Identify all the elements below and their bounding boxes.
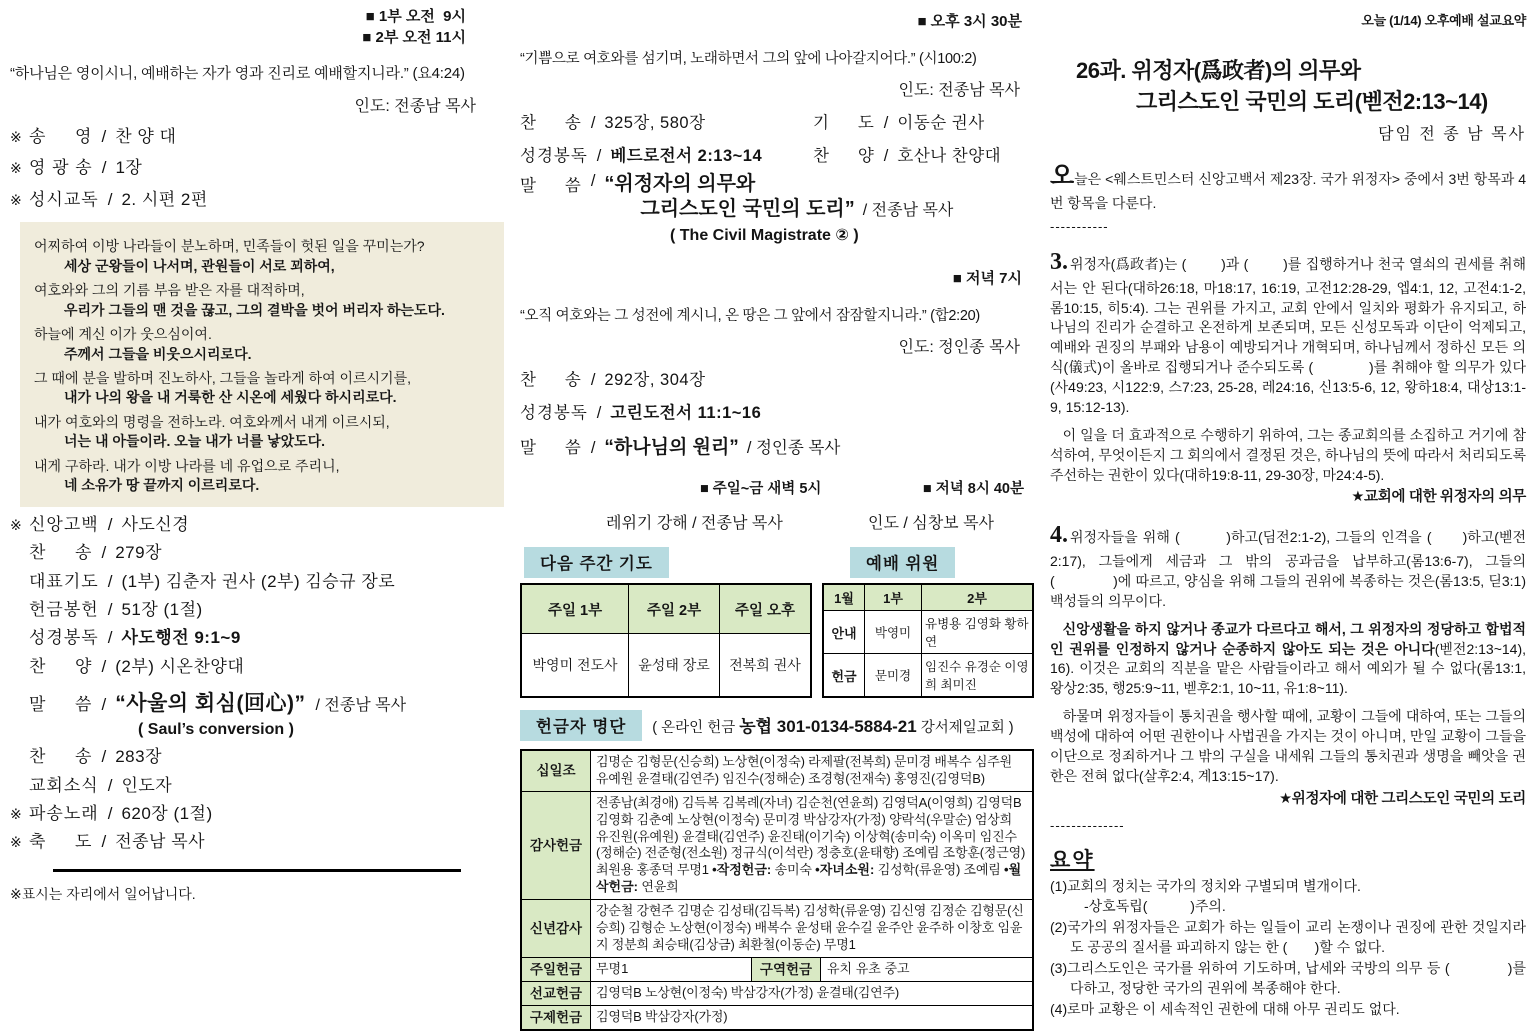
online-giving-prefix: ( 온라인 헌금 bbox=[652, 720, 740, 736]
order-value: 279장 bbox=[115, 543, 162, 563]
order-label: 찬 양 bbox=[29, 656, 93, 676]
order-row bbox=[10, 804, 504, 824]
offering-row-label: 신년감사 bbox=[522, 900, 591, 957]
separator: / bbox=[107, 775, 113, 795]
row-label: 안내 bbox=[823, 611, 865, 654]
order-row bbox=[520, 399, 1034, 423]
night-service-leader: 인도 / 심창보 목사 bbox=[868, 515, 994, 532]
section-4b-bold-text: 신앙생활을 하지 않거나 종교가 다르다고 해서, 그 위정자의 정당하고 합법적인 권위를 인정하지 않거나 순종하지 않아도 되는 것은 아니다 bbox=[1050, 620, 1526, 657]
stand-mark: ※ bbox=[10, 160, 22, 177]
dawn-service-time: ■ 주일~금 새벽 5시 bbox=[700, 481, 822, 497]
section-4b-paragraph bbox=[1050, 620, 1526, 700]
sermon-row bbox=[520, 172, 1034, 222]
order-row bbox=[10, 158, 504, 178]
separator: / bbox=[590, 114, 596, 132]
evening-service-time: ■ 저녁 7시 bbox=[952, 270, 1022, 287]
order-value: 325장, 580장 bbox=[604, 114, 706, 132]
psalm-response: 우리가 그들의 맨 것을 끊고, 그의 결박을 벗어 버리자 하는도다. bbox=[64, 301, 445, 318]
afternoon-leader: 인도: 전종남 목사 bbox=[898, 82, 1020, 99]
offering-names bbox=[591, 792, 1032, 899]
scripture-reading-reference: 베드로전서 2:13~14 bbox=[610, 147, 763, 165]
order-label: 성경봉독 bbox=[520, 147, 588, 165]
offering-row-label: 주일헌금 bbox=[522, 958, 591, 982]
monthly-offering-names: 연윤희 bbox=[638, 879, 679, 895]
summary-item: (4)로마 교황은 이 세속적인 권한에 대해 아무 권리도 없다. bbox=[1050, 1000, 1400, 1017]
section-4b-rest-text: (벧전2:13~14), 16). 이것은 교회의 직분을 맡은 사람들이라고 해서 예외가 될 수 없다(롬13:1, 왕상2:35, 행25:9~11, 벧후2:1, 10~11, 유1:8~11). bbox=[1050, 640, 1526, 697]
separator: / bbox=[107, 514, 113, 534]
psalm-response: 세상 군왕들이 나서며, 관원들이 서로 꾀하여, bbox=[64, 257, 335, 274]
separator: / bbox=[590, 172, 596, 190]
sermon-title-english: ( Saul’s conversion ) bbox=[138, 721, 294, 739]
order-row bbox=[10, 747, 504, 767]
table-row bbox=[522, 1005, 1032, 1029]
offering-row-label: 구제헌금 bbox=[522, 1006, 591, 1029]
opening-verse: “하나님은 영이시니, 예배하는 자가 영과 진리로 예배할지니라.” (요4:24) bbox=[10, 65, 465, 82]
order-label: 찬 송 bbox=[29, 747, 93, 767]
table-cell: 윤성태 장로 bbox=[629, 634, 720, 697]
online-giving-account bbox=[652, 712, 1013, 737]
separator: / bbox=[590, 439, 596, 457]
order-row bbox=[10, 600, 504, 620]
children-wish-offering-label: •자녀소원: bbox=[815, 862, 875, 878]
order-row bbox=[10, 543, 504, 563]
offering-table bbox=[520, 749, 1034, 1031]
bank-account-number: 농협 301-0134-5884-21 bbox=[739, 717, 917, 736]
psalm-response: 너는 내 아들이라. 오늘 내가 너를 낳았도다. bbox=[64, 433, 326, 450]
psalm-call: 내가 여호와의 명령을 전하노라. 여호와께서 내게 이르시되, bbox=[34, 413, 390, 430]
row-label: 헌금 bbox=[823, 654, 865, 698]
order-label: 찬 송 bbox=[520, 114, 582, 132]
order-value: 호산나 찬양대 bbox=[897, 147, 1002, 165]
section-3-text: 위정자(爲政者)는 ( )과 ( )를 집행하거나 천국 열쇠의 권세를 취해서는 안 된다(대하26:18, 마18:17, 16:19, 고전12:28-29, 엡4:1, 12, 고전4:1-2, 롬10:15, 히5:4). 그는 권위를 가지고, 교회 안에서 일치와 평화가 유지되고, 하나님의 진리가 순결하고 온전하게 보존되며, 모든 신성모독과 이단이 억제되고, 예배와 권징의 부패와 남용이 예방되거나 개혁되며, 하나님께서 정하신 모든 의식(儀式)이 올바로 집행되거나 준수되도록 ( )를 취해야 할 의무가 있다(사49:23, 시122:9, 스7:23, 25-28, 레24:16, 신13:5-6, 12, 왕하18:4, 대상13:1-9, 15:12-13). bbox=[1050, 255, 1526, 415]
separator: / bbox=[107, 571, 113, 591]
order-label: 성경봉독 bbox=[29, 628, 99, 648]
order-label: 말 씀 bbox=[520, 439, 582, 457]
order-label: 말 씀 bbox=[29, 695, 93, 715]
morning-service-column bbox=[10, 0, 504, 904]
scripture-reading-reference: 고린도전서 11:1~16 bbox=[610, 404, 762, 422]
separator: / bbox=[883, 147, 889, 165]
night-service-time: ■ 저녁 8시 40분 bbox=[922, 481, 1024, 497]
order-row bbox=[10, 628, 504, 648]
table-row bbox=[522, 957, 1032, 982]
order-label: 성경봉독 bbox=[520, 404, 588, 422]
order-label: 송 영 bbox=[29, 127, 93, 146]
table-cell: 박영미 bbox=[865, 611, 922, 654]
separator: / bbox=[107, 803, 113, 823]
order-value: 전종남 목사 bbox=[115, 832, 206, 852]
table-row bbox=[521, 634, 811, 697]
separator: / bbox=[101, 127, 107, 146]
psalm-call: 어찌하여 이방 나라들이 분노하며, 민족들이 헛된 일을 꾸미는가? bbox=[34, 238, 425, 255]
order-value: (2부) 시온찬양대 bbox=[115, 656, 245, 676]
order-value: 사도신경 bbox=[121, 514, 190, 534]
order-label: 기 도 bbox=[812, 114, 875, 132]
column-header: 1월 bbox=[823, 584, 865, 611]
summary-item-sub: -상호독립( )주의. bbox=[1084, 898, 1226, 915]
table-row bbox=[522, 899, 1032, 957]
afternoon-verse: “기쁨으로 여호와를 섬기며, 노래하면서 그의 앞에 나아갈지어다.” (시100:2) bbox=[520, 51, 977, 67]
order-label: 교회소식 bbox=[29, 775, 99, 795]
weekday-service-leaders bbox=[520, 510, 1034, 533]
table-cell: 박영미 전도사 bbox=[521, 634, 629, 697]
next-week-prayer-badge: 다음 주간 기도 bbox=[524, 547, 669, 578]
table-cell: 문미경 bbox=[865, 654, 922, 698]
stand-mark: ※ bbox=[10, 516, 22, 533]
stand-mark: ※ bbox=[10, 129, 22, 145]
order-row bbox=[520, 366, 1034, 390]
offering-names: 유치 유초 중고 bbox=[827, 960, 910, 976]
separator: / bbox=[101, 656, 107, 676]
sermon-speaker: / 전종남 목사 bbox=[315, 697, 407, 715]
schedule-tables bbox=[520, 583, 1034, 698]
order-row bbox=[10, 832, 504, 852]
order-value: 51장 (1절) bbox=[121, 599, 203, 619]
order-value: 찬 양 대 bbox=[115, 127, 177, 146]
duty-of-magistrate-note: ★교회에 대한 위정자의 의무 bbox=[1351, 489, 1526, 506]
summary-title-block bbox=[1050, 56, 1526, 118]
separator: / bbox=[101, 158, 107, 178]
order-label: 찬 송 bbox=[520, 371, 582, 389]
table-row bbox=[522, 981, 1032, 1005]
separator: / bbox=[101, 747, 107, 767]
separator: / bbox=[596, 404, 602, 422]
stand-mark: ※ bbox=[10, 834, 22, 851]
weekday-service-times bbox=[520, 477, 1034, 498]
service-times bbox=[10, 0, 504, 48]
stand-mark-footnote: ※표시는 자리에서 일어납니다. bbox=[10, 885, 196, 902]
table-cell: 임진수 유경순 이영희 최미진 bbox=[922, 654, 1034, 698]
sermon-row bbox=[520, 432, 1034, 459]
order-value: 2. 시편 2편 bbox=[121, 189, 208, 209]
section-3b-paragraph: 이 일을 더 효과적으로 수행하기 위하여, 그는 종교회의를 소집하고 거기에 참석하여, 무엇이든지 그 회의에서 결정된 것은, 하나님의 뜻에 따라서 처리되도록 주선하는 권한이 있다(대하19:8-11, 29-30장, 마24:4-5). bbox=[1050, 426, 1526, 483]
order-label: 축 도 bbox=[29, 832, 93, 852]
order-row bbox=[10, 190, 504, 210]
dashed-divider: -------------- bbox=[1050, 818, 1125, 834]
senior-pastor-name: 담임 전 종 남 목사 bbox=[1378, 126, 1526, 144]
offering-names: 강순철 강현주 김명순 김성태(김득복) 김성학(류윤영) 김신영 김정순 김형문(신승희) 김형순 노상현(이정숙) 배복수 윤성태 윤수길 윤주안 윤주하 이창호 임윤지 정분희 최승태(김상금) 최환철(이동순) 무명1 bbox=[596, 903, 1024, 952]
dashed-divider: ----------- bbox=[1050, 219, 1109, 235]
summary-item: (2)국가의 위정자들은 교회가 하는 일들이 교리 논쟁이나 권징에 관한 것일지라도 공공의 질서를 파괴하지 않는 한 ( )할 수 없다. bbox=[1050, 919, 1526, 956]
worship-leader: 인도: 전종남 목사 bbox=[354, 98, 476, 115]
pledge-offering-names: 송미숙 bbox=[771, 862, 816, 878]
service-time-2: ■ 2부 오전 11시 bbox=[362, 29, 466, 46]
column-header: 1부 bbox=[865, 584, 922, 611]
separator: / bbox=[101, 695, 107, 715]
pledge-offering-label: •작정헌금: bbox=[712, 862, 772, 878]
order-label: 대표기도 bbox=[29, 571, 99, 591]
order-label: 말 씀 bbox=[520, 177, 582, 195]
duty-of-christian-citizens-note: ★위정자에 대한 그리스도인 국민의 도리 bbox=[1279, 790, 1526, 807]
offering-names: 김영덕B 박삼강자(가정) bbox=[596, 1009, 728, 1025]
table-cell: 유병용 김영화 황하연 bbox=[922, 611, 1034, 654]
sermon-title bbox=[604, 172, 953, 222]
order-label: 영 광 송 bbox=[29, 158, 93, 178]
afternoon-service-column bbox=[520, 0, 1034, 1031]
responsive-reading-psalm-box bbox=[20, 222, 504, 507]
offering-names-main: 전종남(최경애) 김득복 김복례(자녀) 김순천(연윤희) 김영덕A(이영희) 김영덕B 김영화 김춘예 노상현(이정숙) 문미경 박삼강자(가정) 양락석(우말순) 엄상희 유진원(유예원) 윤결태(김연주) 윤진태(이기숙) 이상혁(송미숙) 이옥미 임진수(정해순) 전준형(전소원) 정규식(이석란) 정충호(윤태향) 조예림 조항훈(정근영) 최원용 홍종덕 무명1 bbox=[596, 794, 1026, 878]
next-week-prayer-table bbox=[520, 583, 812, 698]
table-row bbox=[823, 611, 1033, 654]
section-number: 3. bbox=[1050, 248, 1068, 275]
sermon-title-line1: “위정자의 의무와 bbox=[604, 173, 756, 195]
column-header: 2부 bbox=[922, 584, 1034, 611]
monthly-offering-label: •월삭헌금: bbox=[596, 862, 1022, 895]
separator: / bbox=[107, 628, 113, 648]
separator: / bbox=[883, 114, 889, 132]
section-3-paragraph bbox=[1050, 245, 1526, 418]
table-row bbox=[522, 751, 1032, 791]
order-value: 인도자 bbox=[121, 775, 173, 795]
offering-names: 무명1 bbox=[596, 960, 629, 976]
evening-verse: “오직 여호와는 그 성전에 계시니, 온 땅은 그 앞에서 잠잠할지니라.” (합2:20) bbox=[520, 308, 980, 324]
order-label: 찬 송 bbox=[29, 543, 93, 563]
separator: / bbox=[101, 543, 107, 563]
offering-list-badge: 헌금자 명단 bbox=[520, 710, 642, 741]
offering-row-label: 십일조 bbox=[522, 751, 591, 791]
order-row bbox=[10, 515, 504, 535]
offering-header-row bbox=[520, 710, 1034, 741]
psalm-response: 주께서 그들을 비웃으시리로다. bbox=[64, 345, 252, 362]
psalm-call: 그 때에 분을 발하며 진노하사, 그들을 놀라게 하여 이르시기를, bbox=[34, 369, 411, 386]
sermon-summary-column bbox=[1050, 0, 1526, 1020]
worship-committee-badge: 예배 위원 bbox=[850, 547, 955, 578]
summary-item: (3)그리스도인은 국가를 위하여 기도하며, 납세와 국방의 의무 등 ( )를 다하고, 정당한 국가의 권위에 복종해야 한다. bbox=[1050, 960, 1526, 996]
stand-mark: ※ bbox=[10, 805, 22, 822]
intro-text: 늘은 <웨스트민스터 신앙고백서 제23장. 국가 위정자> 중에서 3번 항목과 4번 항목을 다룬다. bbox=[1050, 170, 1526, 212]
section-badges bbox=[520, 547, 1034, 577]
order-value: 283장 bbox=[115, 747, 162, 767]
separator: / bbox=[590, 371, 596, 389]
separator: / bbox=[107, 599, 113, 619]
children-wish-offering-names: 김성학(류윤영) 조예림 bbox=[874, 862, 1005, 878]
order-label: 성시교독 bbox=[29, 189, 99, 209]
online-giving-suffix: 강서제일교회 ) bbox=[916, 720, 1014, 736]
psalm-call: 여호와와 그의 기름 부음 받은 자를 대적하며, bbox=[34, 282, 305, 299]
worship-committee-table bbox=[822, 583, 1034, 698]
summary-corner-note: 오늘 (1/14) 오후예배 설교요약 bbox=[1361, 13, 1526, 28]
offering-row-label: 감사헌금 bbox=[522, 792, 591, 899]
summary-title-line2: 그리스도인 국민의 도리(벧전2:13~14) bbox=[1136, 89, 1488, 115]
separator: / bbox=[101, 832, 107, 852]
sermon-title: “하나님의 원리” bbox=[604, 437, 739, 458]
order-label: 신앙고백 bbox=[29, 514, 99, 534]
order-row bbox=[10, 776, 504, 796]
order-value: (1부) 김춘자 권사 (2부) 김승규 장로 bbox=[121, 571, 396, 591]
summary-item: (1)교회의 정치는 국가의 정치와 구별되며 별개이다. bbox=[1050, 877, 1361, 894]
column-header: 주일 오후 bbox=[719, 584, 811, 634]
table-row bbox=[823, 654, 1033, 698]
offering-row-label: 구역헌금 bbox=[751, 958, 821, 982]
column-header: 주일 1부 bbox=[521, 584, 629, 634]
psalm-response: 네 소유가 땅 끝까지 이르리로다. bbox=[64, 477, 260, 494]
sermon-title: “사울의 회심(回心)” bbox=[115, 692, 306, 716]
offering-row-label: 선교헌금 bbox=[522, 982, 591, 1005]
summary-section-title: 요약 bbox=[1050, 848, 1095, 872]
section-4-paragraph bbox=[1050, 518, 1526, 612]
order-value: 1장 bbox=[115, 158, 143, 178]
stand-mark: ※ bbox=[10, 191, 22, 208]
order-value: 292장, 304장 bbox=[604, 371, 706, 389]
separator: / bbox=[596, 147, 602, 165]
offering-names: 김영덕B 노상현(이정숙) 박삼강자(가정) 윤결태(김연주) bbox=[596, 985, 899, 1001]
order-row bbox=[520, 109, 1034, 133]
summary-title-line1: 26과. 위정자(爲政者)의 의무와 bbox=[1076, 58, 1361, 84]
service-time-1: ■ 1부 오전 9시 bbox=[365, 8, 466, 25]
evening-leader: 인도: 정인종 목사 bbox=[898, 339, 1020, 356]
sermon-row bbox=[10, 687, 504, 717]
section-4-text: 위정자들을 위해 ( )하고(딤전2:1-2), 그들의 인격을 ( )하고(벧전2:17), 그들에게 세금과 그 밖의 공과금을 납부하고(롬13:6-7), 그들의 ( )에 따르고, 양심을 위해 그들의 권위에 복종하는 것은(롬13:5, 딛3:1) 백성들의 의무이다. bbox=[1050, 529, 1526, 609]
offering-names: 김명순 김형문(신승희) 노상현(이정숙) 라제팔(전복희) 문미경 배복수 심주원 유예원 윤결태(김연주) 임진수(정해순) 조경형(전재숙) 홍영진(김영덕B) bbox=[596, 754, 1012, 786]
order-value: 이동순 권사 bbox=[897, 114, 985, 132]
dawn-service-leader: 레위기 강해 / 전종남 목사 bbox=[606, 515, 783, 532]
table-cell: 전복희 권사 bbox=[719, 634, 811, 697]
afternoon-service-time: ■ 오후 3시 30분 bbox=[917, 13, 1022, 30]
psalm-call: 하늘에 계신 이가 웃으심이여. bbox=[34, 326, 212, 343]
column-header: 주일 2부 bbox=[629, 584, 720, 634]
order-value: 620장 (1절) bbox=[121, 803, 213, 823]
sermon-title-line2: 그리스도인 국민의 도리” bbox=[640, 198, 855, 220]
order-row bbox=[10, 127, 504, 147]
order-row bbox=[10, 572, 504, 592]
separator: / bbox=[107, 189, 113, 209]
footer-divider bbox=[53, 869, 461, 872]
section-number: 4. bbox=[1050, 522, 1068, 548]
sermon-speaker: / 전종남 목사 bbox=[862, 202, 954, 219]
sermon-title-english: ( The Civil Magistrate ② ) bbox=[670, 227, 859, 244]
split-row bbox=[591, 958, 1032, 982]
table-row bbox=[522, 791, 1032, 899]
section-4c-paragraph: 하물며 위정자들이 통치권을 행사할 때에, 교황이 그들에 대하여, 또는 그들의 백성에 대하여 어떤 권한이나 사법권을 가지는 것이 아니며, 만일 교황이 그들을 이단으로 정죄하거나 그 밖의 구실을 내세워 그들의 통치권과 생명을 빼앗을 권한은 전혀 없다(살후2:4, 계13:15~17). bbox=[1050, 708, 1526, 784]
psalm-response: 내가 나의 왕을 내 거룩한 산 시온에 세웠다 하시리로다. bbox=[64, 389, 397, 406]
sermon-speaker: / 정인종 목사 bbox=[746, 439, 841, 457]
order-row bbox=[10, 657, 504, 677]
order-label: 파송노래 bbox=[29, 803, 99, 823]
scripture-reading-reference: 사도행전 9:1~9 bbox=[121, 628, 241, 648]
dropcap: 오 bbox=[1050, 161, 1075, 190]
order-row bbox=[520, 142, 1034, 166]
psalm-call: 내게 구하라. 내가 이방 나라를 네 유업으로 주리니, bbox=[34, 457, 340, 474]
order-label: 헌금봉헌 bbox=[29, 599, 99, 619]
intro-paragraph bbox=[1050, 159, 1526, 214]
order-label: 찬 양 bbox=[812, 147, 875, 165]
